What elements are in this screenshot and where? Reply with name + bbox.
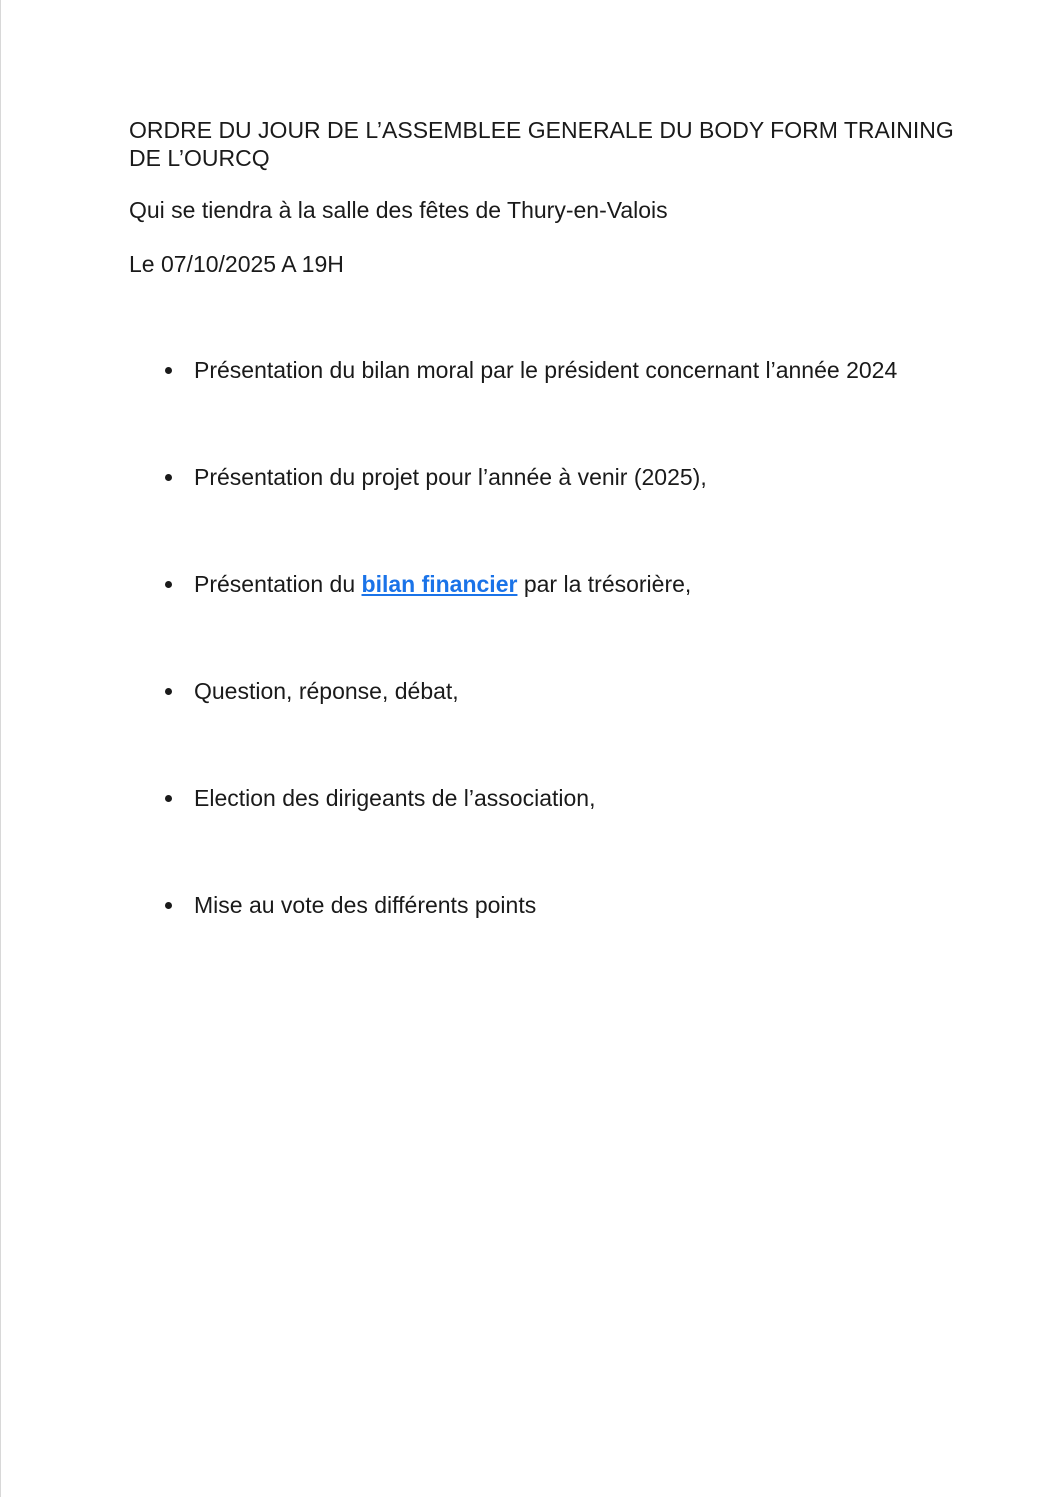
agenda-item-election bbox=[129, 784, 959, 812]
bullet-icon bbox=[165, 581, 172, 588]
agenda-item-text: Présentation du bilan moral par le président concernant l’année 2024 bbox=[194, 357, 898, 383]
agenda-item-text: Election des dirigeants de l’association, bbox=[194, 785, 596, 811]
agenda-item-questions bbox=[129, 677, 959, 705]
bilan-financier-link[interactable]: bilan financier bbox=[361, 571, 518, 597]
agenda-item-text-after: par la trésorière, bbox=[517, 571, 692, 597]
agenda-item-bilan-financier bbox=[129, 570, 959, 598]
bullet-icon bbox=[165, 902, 172, 909]
bullet-icon bbox=[165, 474, 172, 481]
agenda-item-text: Présentation du projet pour l’année à venir (2025), bbox=[194, 464, 707, 490]
bullet-icon bbox=[165, 367, 172, 374]
bullet-icon bbox=[165, 688, 172, 695]
agenda-item-text: Question, réponse, débat, bbox=[194, 678, 459, 704]
agenda-item-projet bbox=[129, 463, 959, 491]
page-edge bbox=[0, 0, 1, 1497]
bullet-icon bbox=[165, 795, 172, 802]
agenda-list bbox=[129, 356, 959, 919]
agenda-item-text: Mise au vote des différents points bbox=[194, 892, 537, 918]
agenda-item-text-before: Présentation du bbox=[194, 571, 362, 597]
meeting-date: Le 07/10/2025 A 19H bbox=[129, 251, 344, 277]
document-body bbox=[129, 116, 959, 998]
meeting-location: Qui se tiendra à la salle des fêtes de Thury-en-Valois bbox=[129, 197, 668, 223]
agenda-item-bilan-moral bbox=[129, 356, 959, 384]
agenda-item-vote bbox=[129, 891, 959, 919]
document-title: ORDRE DU JOUR DE L’ASSEMBLEE GENERALE DU BODY FORM TRAINING DE L’OURCQ bbox=[129, 117, 954, 171]
